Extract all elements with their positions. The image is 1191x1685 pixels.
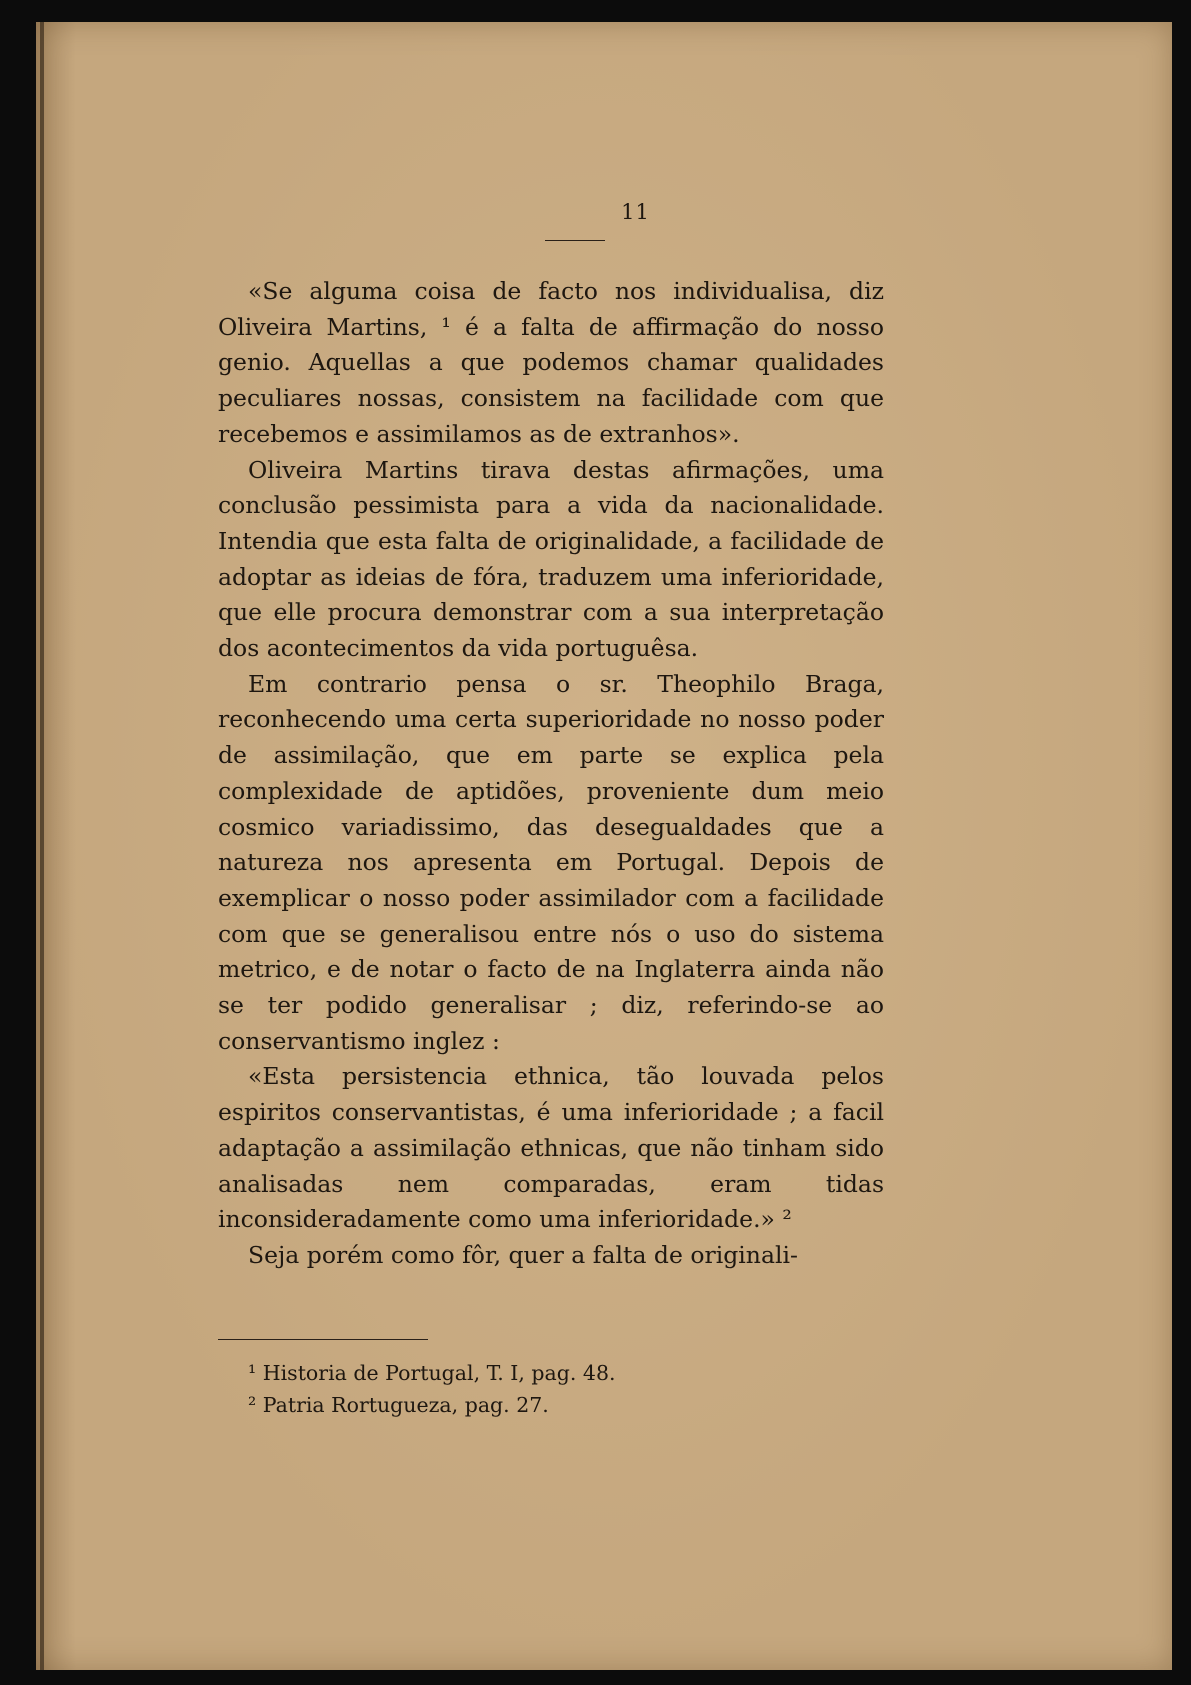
body-text: [218, 274, 884, 1274]
footnote-rule: [218, 1339, 428, 1340]
page-number-rule: [545, 240, 605, 241]
paragraph-5: Seja porém como fôr, quer a falta de originali-: [248, 1240, 798, 1269]
page-spine-shadow: [40, 22, 44, 1670]
paragraph-3: Em contrario pensa o sr. Theophilo Braga, reconhecendo uma certa superioridade no nosso poder de assimilação, que em parte se explica pela complexidade de aptidões, proveniente dum meio cosmico variadissimo, das desegualdades que a natureza nos apresenta em Portugal. Depois de exemplicar o nosso poder assimilador com a facilidade com que se generalisou entre nós o uso do sistema metrico, e de notar o facto de na Inglaterra ainda não se ter podido generalisar ; diz, referindo-se ao conservantismo inglez :: [218, 669, 884, 1055]
paragraph-1: «Se alguma coisa de facto nos individualisa, diz Oliveira Martins, ¹ é a falta de affirmação do nosso genio. Aquellas a que podemos chamar qualidades peculiares nossas, consistem na facilidade com que recebemos e assimilamos as de extranhos».: [218, 277, 884, 448]
footnote-1: ¹ Historia de Portugal, T. I, pag. 48.: [248, 1361, 616, 1385]
page-number: 11: [621, 200, 650, 224]
paragraph-2: Oliveira Martins tirava destas afirmações, uma conclusão pessimista para a vida da nacionalidade. Intendia que esta falta de originalidade, a facilidade de adoptar as ideias de fóra, traduzem uma inferioridade, que elle procura demonstrar com a sua interpretação dos acontecimentos da vida portuguêsa.: [218, 455, 884, 663]
footnotes: [248, 1357, 888, 1421]
footnote-2: ² Patria Rortugueza, pag. 27.: [248, 1393, 549, 1417]
paragraph-4: «Esta persistencia ethnica, tão louvada pelos espiritos conservantistas, é uma inferioridade ; a facil adaptação a assimilação ethnicas, que não tinham sido analisadas nem comparadas, eram tidas inconsideradamente como uma inferioridade.» ²: [218, 1062, 884, 1234]
